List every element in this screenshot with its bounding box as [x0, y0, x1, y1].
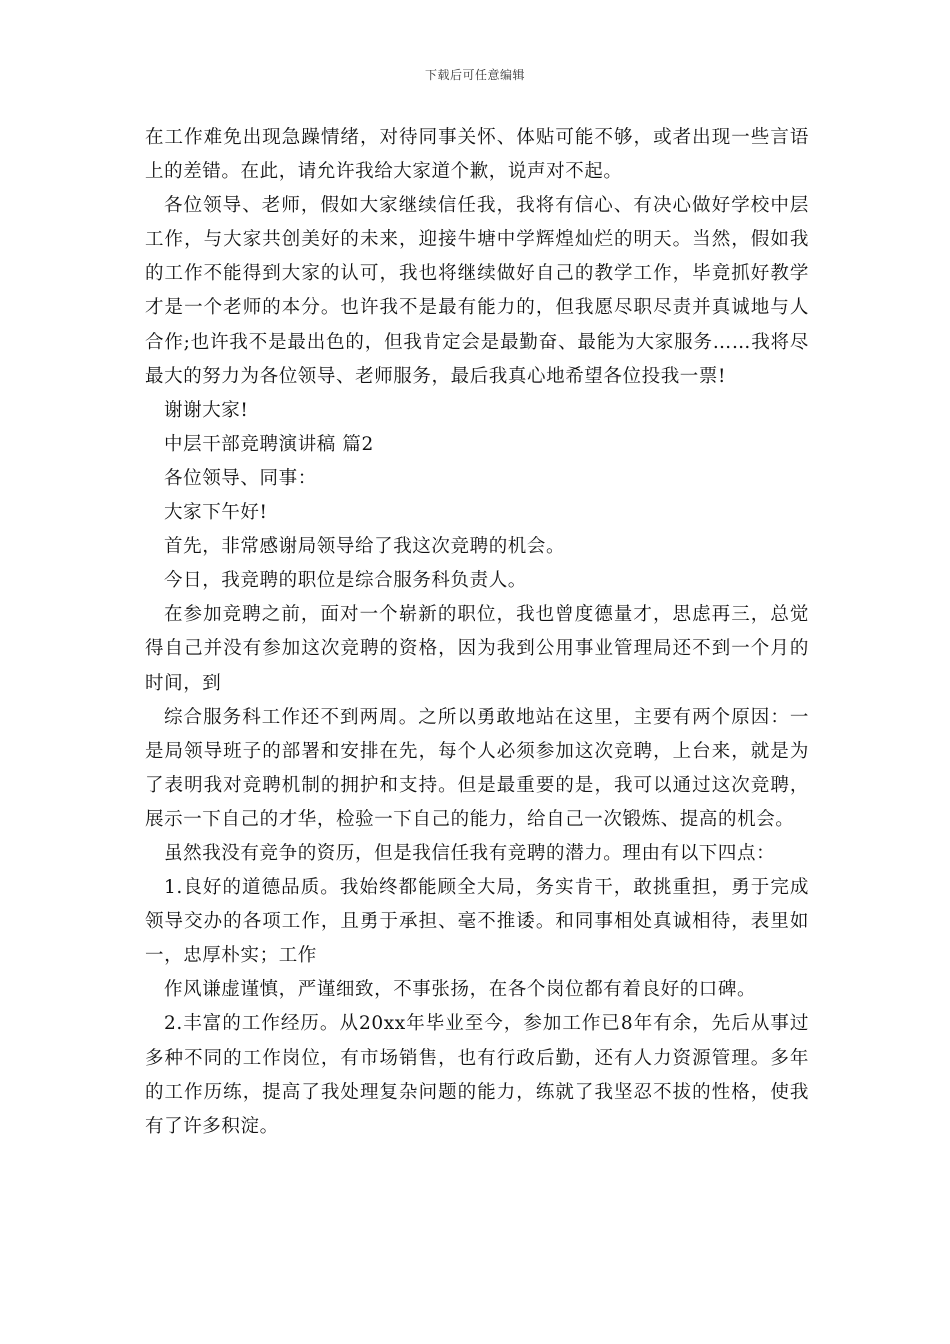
paragraph: 综合服务科工作还不到两周。之所以勇敢地站在这里，主要有两个原因：一是局领导班子的部署和安排在先，每个人必须参加这次竞聘，上台来，就是为了表明我对竞聘机制的拥护和支持。但是最重要的是，我可以通过这次竞聘，展示一下自己的才华，检验一下自己的能力，给自己一次锻炼、提高的机会。	[145, 706, 809, 830]
salutation: 各位领导、同事：	[164, 467, 317, 489]
paragraph: 各位领导、老师，假如大家继续信任我，我将有信心、有决心做好学校中层工作，与大家共创美好的未来，迎接牛塘中学辉煌灿烂的明天。当然，假如我的工作不能得到大家的认可，我也将继续做好自己的教学工作，毕竟抓好教学才是一个老师的本分。也许我不是最有能力的，但我愿尽职尽责并真诚地与人合作;也许我不是最出色的，但我肯定会是最勤奋、最能为大家服务……我将尽最大的努力为各位领导、老师服务，最后我真心地希望各位投我一票!	[145, 195, 809, 387]
section-heading: 中层干部竞聘演讲稿 篇2	[164, 433, 374, 455]
paragraph: 在工作难免出现急躁情绪，对待同事关怀、体贴可能不够，或者出现一些言语上的差错。在此，请允许我给大家道个歉，说声对不起。	[145, 127, 809, 183]
page-header: 下载后可任意编辑	[424, 68, 525, 82]
paragraph: 作风谦虚谨慎，严谨细致，不事张扬，在各个岗位都有着良好的口碑。	[164, 979, 757, 1001]
paragraph: 谢谢大家!	[164, 399, 249, 421]
paragraph: 首先，非常感谢局领导给了我这次竞聘的机会。	[164, 536, 566, 558]
list-item: 1.良好的道德品质。我始终都能顾全大局，务实肯干，敢挑重担，勇于完成领导交办的各项工作，且勇于承担、毫不推诿。和同事相处真诚相待，表里如一，忠厚朴实；工作	[145, 877, 809, 967]
paragraph: 在参加竞聘之前，面对一个崭新的职位，我也曾度德量才，思虑再三，总觉得自己并没有参加这次竞聘的资格，因为我到公用事业管理局还不到一个月的时间，到	[145, 604, 809, 694]
list-item: 2.丰富的工作经历。从20xx年毕业至今，参加工作已8年有余，先后从事过多种不同的工作岗位，有市场销售，也有行政后勤，还有人力资源管理。多年的工作历练，提高了我处理复杂问题的能力，练就了我坚忍不拔的性格，使我有了许多积淀。	[145, 1013, 809, 1137]
paragraph: 虽然我没有竞争的资历，但是我信任我有竞聘的潜力。理由有以下四点：	[164, 842, 776, 864]
document-body	[145, 121, 809, 1144]
greeting: 大家下午好!	[164, 502, 268, 524]
paragraph: 今日，我竞聘的职位是综合服务科负责人。	[164, 570, 527, 592]
